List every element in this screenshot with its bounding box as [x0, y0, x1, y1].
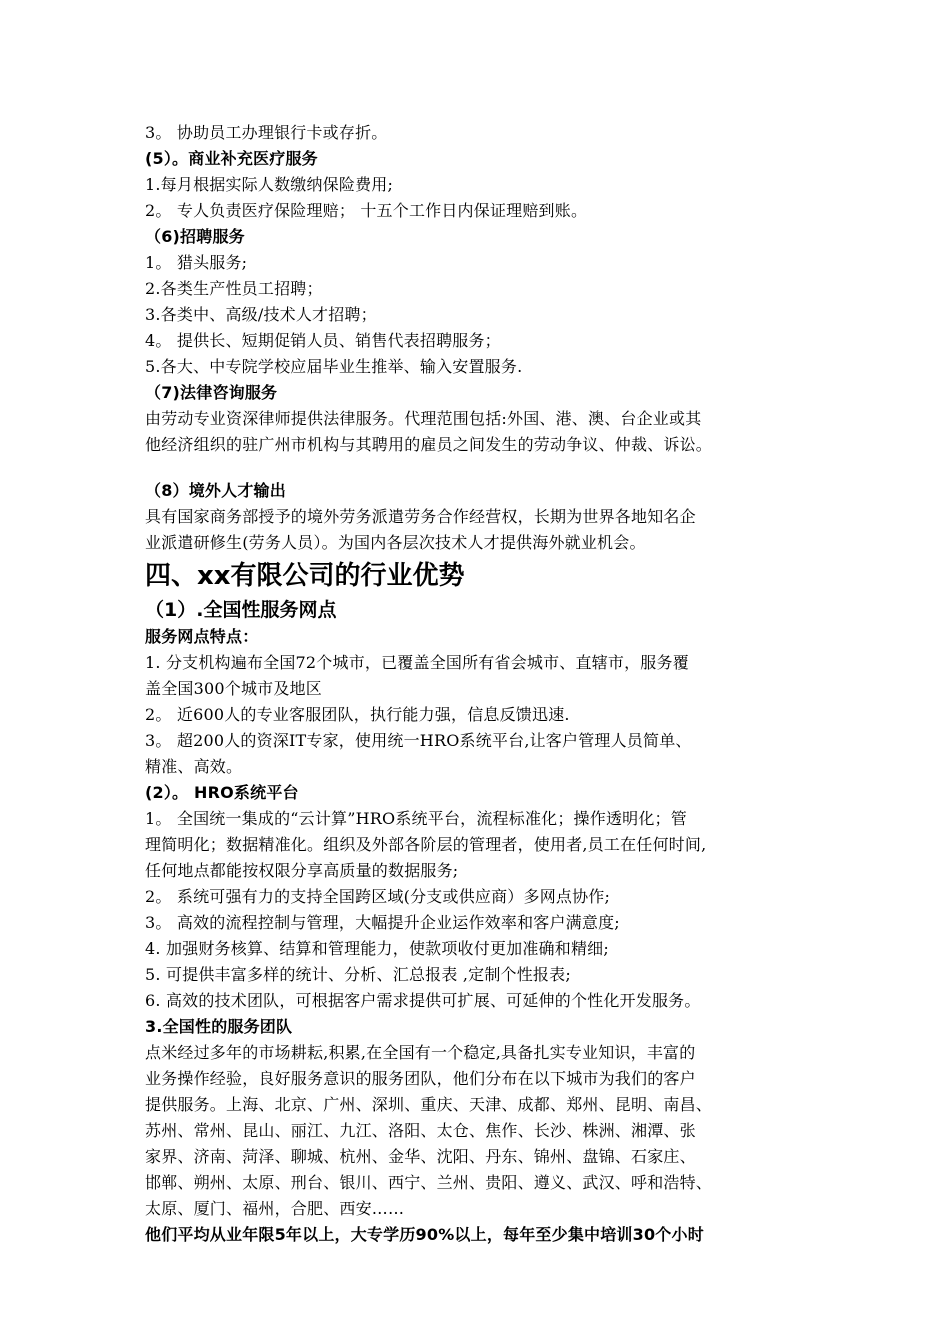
text-line: 5.各大、中专院学校应届毕业生推举、输入安置服务.	[145, 357, 523, 376]
text-line: 盖全国300个城市及地区	[145, 679, 322, 698]
text-line: 点米经过多年的市场耕耘,积累,在全国有一个稳定,具备扎实专业知识，丰富的	[145, 1043, 696, 1062]
section-heading-legal: （7)法律咨询服务	[145, 383, 278, 402]
text-line: 1. 分支机构遍布全国72个城市，已覆盖全国所有省会城市、直辖市，服务覆	[145, 653, 689, 672]
section-heading-team: 3.全国性的服务团队	[145, 1017, 293, 1036]
text-line: 1。 全国统一集成的“云计算”HRO系统平台，流程标准化；操作透明化；管	[145, 809, 687, 828]
section-heading-medical: (5）。商业补充医疗服务	[145, 149, 318, 168]
text-line: 1。 猎头服务;	[145, 253, 248, 272]
text-line: 3.各类中、高级/技术人才招聘；	[145, 305, 377, 324]
spacer	[145, 458, 825, 478]
text-line: 理简明化；数据精准化。组织及外部各阶层的管理者，使用者,员工在任何时间,	[145, 835, 707, 854]
section-heading-recruitment: （6)招聘服务	[145, 227, 245, 246]
section-heading-hro: (2）。 HRO系统平台	[145, 783, 299, 802]
text-line: 他经济组织的驻广州市机构与其聘用的雇员之间发生的劳动争议、仲裁、诉讼。	[145, 435, 713, 454]
text-line: 由劳动专业资深律师提供法律服务。代理范围包括:外国、港、澳、台企业或其	[145, 409, 702, 428]
label-network-features: 服务网点特点：	[145, 627, 259, 646]
section-heading-overseas: （8）境外人才输出	[145, 481, 286, 500]
text-line: 4. 加强财务核算、结算和管理能力，使款项收付更加准确和精细;	[145, 939, 609, 958]
team-summary-line: 他们平均从业年限5年以上，大专学历90%以上，每年至少集中培训30个小时	[145, 1225, 704, 1244]
document-page	[145, 120, 825, 1248]
subsection-heading-network: （1）.全国性服务网点	[145, 599, 337, 621]
text-line: 3。 超200人的资深IT专家，使用统一HRO系统平台,让客户管理人员简单、	[145, 731, 692, 750]
text-line: 精准、高效。	[145, 757, 243, 776]
text-line: 2。 专人负责医疗保险理赔； 十五个工作日内保证理赔到账。	[145, 201, 588, 220]
text-line: 2。 系统可强有力的支持全国跨区域(分支或供应商）多网点协作;	[145, 887, 611, 906]
text-line: 业派遣研修生(劳务人员）。为国内各层次技术人才提供海外就业机会。	[145, 533, 646, 552]
text-line: 2.各类生产性员工招聘；	[145, 279, 323, 298]
text-line: 3。 高效的流程控制与管理，大幅提升企业运作效率和客户满意度;	[145, 913, 620, 932]
chapter-title: 四、xx有限公司的行业优势	[145, 561, 465, 591]
text-line: 任何地点都能按权限分享高质量的数据服务;	[145, 861, 459, 880]
text-line: 6. 高效的技术团队，可根据客户需求提供可扩展、可延伸的个性化开发服务。	[145, 991, 701, 1010]
text-line: 1.每月根据实际人数缴纳保险费用;	[145, 175, 394, 194]
text-line: 业务操作经验，良好服务意识的服务团队，他们分布在以下城市为我们的客户	[145, 1069, 696, 1088]
text-line: 太原、厦门、福州，合肥、西安……	[145, 1199, 405, 1218]
text-line: 3。 协助员工办理银行卡或存折。	[145, 123, 388, 142]
text-line: 提供服务。上海、北京、广州、深圳、重庆、天津、成都、郑州、昆明、南昌、	[145, 1095, 713, 1114]
text-line: 4。 提供长、短期促销人员、销售代表招聘服务；	[145, 331, 501, 350]
text-line: 家界、济南、菏泽、聊城、杭州、金华、沈阳、丹东、锦州、盘锦、石家庄、	[145, 1147, 696, 1166]
text-line: 苏州、常州、昆山、丽江、九江、洛阳、太仓、焦作、长沙、株洲、湘潭、张	[145, 1121, 696, 1140]
text-line: 邯郸、朔州、太原、刑台、银川、西宁、兰州、贵阳、遵义、武汉、呼和浩特、	[145, 1173, 713, 1192]
text-line: 2。 近600人的专业客服团队，执行能力强，信息反馈迅速.	[145, 705, 570, 724]
text-line: 5. 可提供丰富多样的统计、分析、汇总报表 ,定制个性报表;	[145, 965, 571, 984]
text-line: 具有国家商务部授予的境外劳务派遣劳务合作经营权，长期为世界各地知名企	[145, 507, 696, 526]
